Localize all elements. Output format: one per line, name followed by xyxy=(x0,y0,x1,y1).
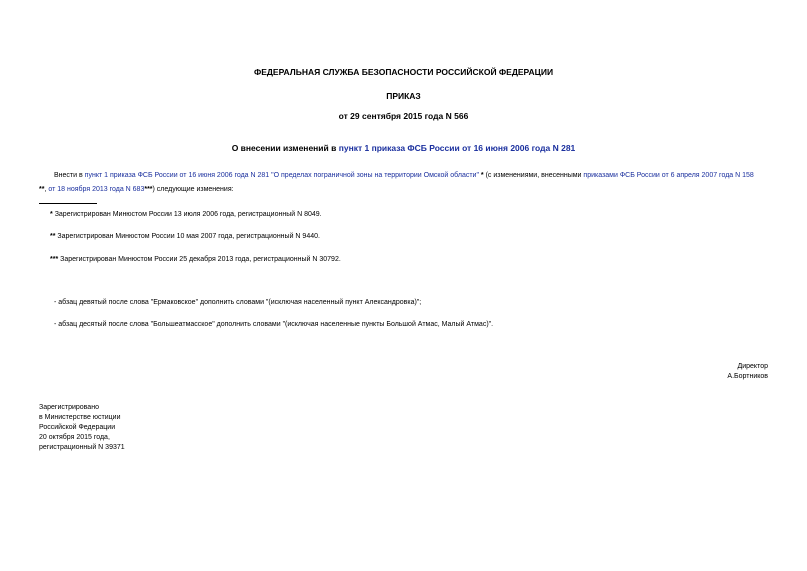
footnote-3-text: Зарегистрирован Минюстом России 25 декабря 2013 года, регистрационный N 30792. xyxy=(60,256,341,263)
title-prefix: О внесении изменений в xyxy=(231,143,339,153)
document-title xyxy=(0,143,807,153)
footnote-2-mark: ** xyxy=(50,233,56,240)
signature-position: Директор xyxy=(737,363,768,370)
footnote-3-mark: *** xyxy=(50,256,59,263)
change-item-2: - абзац десятый после слова "Большеатмасское" дополнить словами "(исключая населенные пункты Большой Атмас, Малый Атмас)". xyxy=(54,321,494,328)
intro-text-4: ) следующие изменения: xyxy=(152,186,234,193)
footnote-1-mark: * xyxy=(50,211,53,218)
registration-line-2: в Министерстве юстиции xyxy=(39,414,121,421)
footnote-divider xyxy=(39,203,97,204)
footnote-ref-2[interactable]: ** xyxy=(39,186,45,193)
registration-line-5: регистрационный N 39371 xyxy=(39,444,125,451)
intro-line-1 xyxy=(54,171,754,181)
footnote-1 xyxy=(50,210,322,220)
doc-type-heading: ПРИКАЗ xyxy=(386,91,421,101)
intro-link-order-683[interactable]: от 18 ноября 2013 года N 683 xyxy=(48,186,145,193)
footnote-3 xyxy=(50,255,341,265)
intro-link-order-158[interactable]: приказами ФСБ России от 6 апреля 2007 года N 158 xyxy=(583,172,754,179)
intro-text-3: , xyxy=(44,186,49,193)
intro-link-order-281[interactable]: пункт 1 приказа ФСБ России от 16 июня 2006 года N 281 "О пределах пограничной зоны на территории Омской области" xyxy=(84,172,479,179)
registration-line-4: 20 октября 2015 года, xyxy=(39,434,110,441)
signature-name: А.Бортников xyxy=(727,373,768,380)
date-number-heading: от 29 сентября 2015 года N 566 xyxy=(338,111,469,121)
intro-text-1: Внести в xyxy=(54,172,85,179)
intro-line-2 xyxy=(39,185,234,195)
footnote-ref-3[interactable]: *** xyxy=(144,186,153,193)
footnote-1-text: Зарегистрирован Минюстом России 13 июля 2006 года, регистрационный N 8049. xyxy=(54,211,322,218)
footnote-2-text: Зарегистрирован Минюстом России 10 мая 2007 года, регистрационный N 9440. xyxy=(57,233,320,240)
registration-line-1: Зарегистрировано xyxy=(39,404,99,411)
agency-heading: ФЕДЕРАЛЬНАЯ СЛУЖБА БЕЗОПАСНОСТИ РОССИЙСКОЙ ФЕДЕРАЦИИ xyxy=(253,67,554,77)
footnote-2 xyxy=(50,232,320,242)
footnote-ref-1[interactable]: * xyxy=(480,172,484,179)
change-item-1: - абзац девятый после слова "Ермаковское" дополнить словами "(исключая населенный пункт Александровка)"; xyxy=(54,299,422,306)
registration-line-3: Российской Федерации xyxy=(39,424,116,431)
intro-text-2: (с изменениями, внесенными xyxy=(483,172,584,179)
title-link[interactable]: пункт 1 приказа ФСБ России от 16 июня 2006 года N 281 xyxy=(338,143,576,153)
